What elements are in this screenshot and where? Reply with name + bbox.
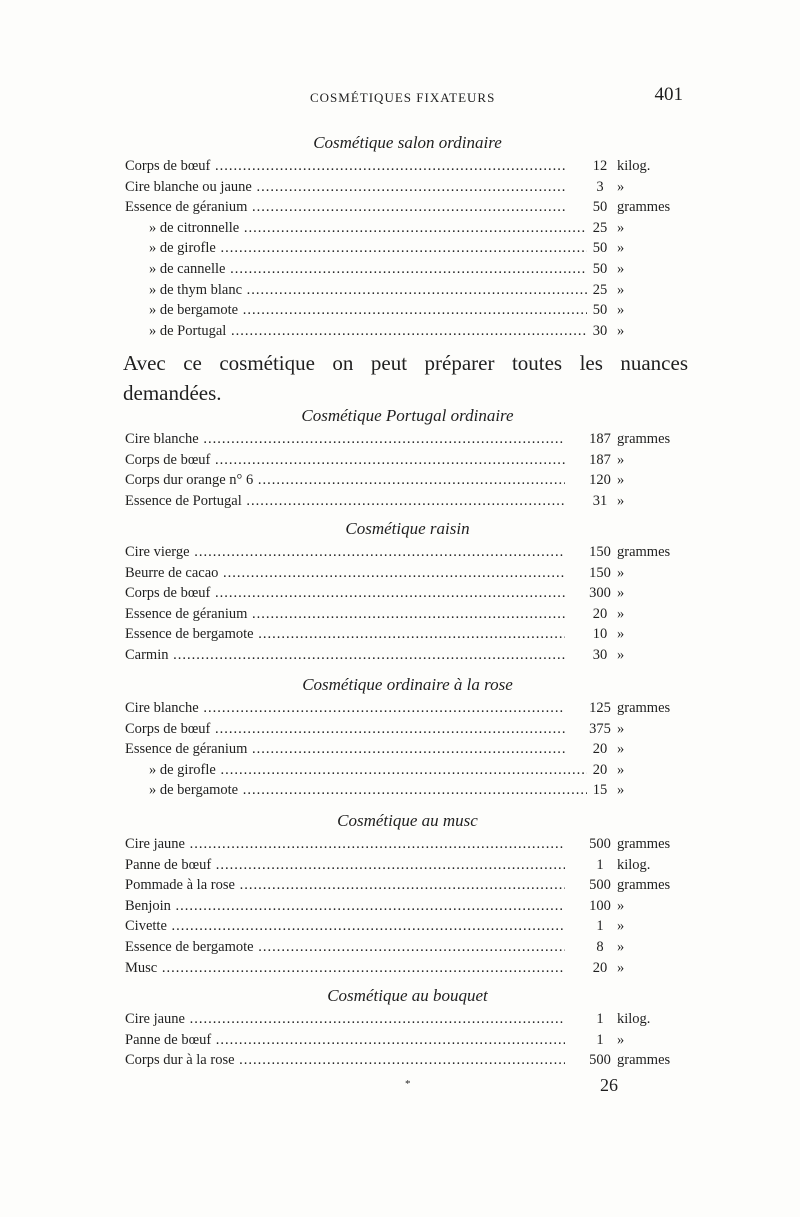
ingredient-name: Civette ..... [125,916,565,937]
ingredient-unit: » [617,720,625,737]
ingredient-row [125,958,690,979]
recipe-title: Cosmétique au bouquet [327,986,488,1005]
ingredient-row [125,875,690,896]
ingredient-qty: 1 [596,918,604,935]
recipe-portugal-ordinaire [125,403,690,511]
ingredient-row [125,429,690,450]
ingredient-row [125,470,690,491]
ingredient-unit: grammes [617,877,671,894]
ingredient-unit: » [617,782,625,799]
ingredient-unit: » [617,585,625,602]
ingredient-row [125,450,690,471]
running-title: COSMÉTIQUES FIXATEURS [310,90,496,105]
ingredient-unit: » [617,938,625,955]
ingredient-row [125,624,690,645]
ingredient-qty: 500 [589,1052,611,1069]
ingredient-unit: kilog. [617,856,651,873]
ingredient-qty: 8 [596,938,604,955]
ingredient-qty: 25 [592,281,608,298]
ingredient-unit: » [617,219,625,236]
ingredient-unit: grammes [617,199,671,216]
ingredient-row [125,855,690,876]
ingredient-row [125,780,690,801]
ingredient-qty: 150 [589,564,611,581]
ingredient-qty: 12 [592,158,608,174]
ingredient-qty: 10 [592,626,608,643]
ingredient-name: Cire blanche ..... [125,429,565,450]
ingredient-row [125,259,690,280]
ingredient-qty: 1 [596,1011,604,1027]
ingredient-name: » de thym blanc ..... [125,280,589,301]
ingredient-unit: » [617,260,625,277]
ingredient-qty: 150 [589,544,611,560]
ingredient-qty: 20 [592,605,608,622]
ingredient-name: Corps de bœuf ..... [125,156,565,177]
recipe-ordinaire-rose [125,672,690,801]
ingredient-qty: 20 [592,959,608,976]
ingredient-unit: » [617,918,625,935]
ingredient-name: Beurre de cacao ..... [125,563,565,584]
ingredient-unit: kilog. [617,1011,651,1027]
ingredient-name: Corps de bœuf ..... [125,719,565,740]
ingredient-row [125,916,690,937]
ingredient-row [125,937,690,958]
ingredient-qty: 3 [596,178,604,195]
page-number: 401 [654,84,683,105]
recipe-bouquet [125,983,690,1071]
ingredient-name: Corps de bœuf ..... [125,450,565,471]
ingredient-name: » de cannelle ..... [125,259,589,280]
ingredient-unit: » [617,564,625,581]
ingredient-qty: 20 [592,761,608,778]
ingredient-qty: 187 [589,451,611,468]
ingredient-qty: 50 [592,240,608,257]
recipe-raisin [125,516,690,666]
ingredient-name: » de girofle ..... [125,238,589,259]
ingredient-name: » de bergamote ..... [125,300,589,321]
ingredient-unit: » [617,741,625,758]
running-head [125,84,685,112]
ingredient-name: Essence de géranium ..... [125,604,565,625]
ingredient-name: » de Portugal ..... [125,321,589,342]
ingredient-row [125,1030,690,1051]
ingredient-qty: 500 [589,836,611,852]
ingredient-row [125,719,690,740]
ingredient-name: Essence de géranium ..... [125,197,565,218]
recipe-title: Cosmétique ordinaire à la rose [302,675,513,694]
ingredient-unit: » [617,626,625,643]
ingredient-row [125,177,690,198]
ingredient-unit: » [617,302,625,319]
ingredient-name: Corps dur orange n° 6 ..... [125,470,565,491]
ingredient-row [125,563,690,584]
ingredient-name: Cire jaune ..... [125,834,565,855]
ingredient-unit: grammes [617,431,671,447]
ingredient-row [125,645,690,666]
ingredient-name: Corps de bœuf ..... [125,583,565,604]
recipe-title: Cosmétique raisin [345,519,470,538]
ingredient-qty: 25 [592,219,608,236]
ingredient-qty: 30 [592,646,608,663]
ingredient-qty: 50 [592,260,608,277]
recipe-title: Cosmétique Portugal ordinaire [301,406,514,425]
ingredient-qty: 100 [589,897,611,914]
body-paragraph: Avec ce cosmétique on peut préparer toutes les nuances demandées. [123,351,688,405]
ingredient-unit: » [617,492,625,509]
ingredient-name: Carmin ..... [125,645,565,666]
ingredient-qty: 120 [589,472,611,489]
ingredient-unit: » [617,897,625,914]
ingredient-qty: 30 [592,322,608,339]
ingredient-name: Benjoin ..... [125,896,565,917]
ingredient-qty: 300 [589,585,611,602]
ingredient-name: Corps dur à la rose ..... [125,1050,565,1071]
ingredient-name: Essence de Portugal ..... [125,491,565,512]
ingredient-row [125,321,690,342]
recipe-musc [125,808,690,978]
ingredient-unit: » [617,1031,625,1048]
ingredient-unit: grammes [617,544,671,560]
ingredient-name: Cire blanche ..... [125,698,565,719]
ingredient-qty: 1 [596,856,604,873]
ingredient-unit: » [617,451,625,468]
ingredient-name: Pommade à la rose ..... [125,875,565,896]
ingredient-unit: kilog. [617,158,651,174]
ingredient-name: Essence de géranium ..... [125,739,565,760]
recipe-title: Cosmétique salon ordinaire [313,133,502,152]
ingredient-name: Panne de bœuf ..... [125,855,565,876]
ingredient-name: Cire jaune ..... [125,1009,565,1030]
ingredient-qty: 125 [589,700,611,716]
ingredient-row [125,218,690,239]
ingredient-row [125,760,690,781]
ingredient-row [125,300,690,321]
ingredient-qty: 20 [592,741,608,758]
ingredient-qty: 375 [589,720,611,737]
ingredient-qty: 1 [596,1031,604,1048]
ingredient-qty: 50 [592,199,608,216]
recipe-title: Cosmétique au musc [337,811,478,830]
ingredient-unit: » [617,959,625,976]
ingredient-qty: 500 [589,877,611,894]
ingredient-name: » de bergamote ..... [125,780,589,801]
ingredient-name: Essence de bergamote ..... [125,624,565,645]
ingredient-row [125,739,690,760]
ingredient-unit: » [617,761,625,778]
footer-mark: * [405,1078,411,1090]
ingredient-row [125,197,690,218]
ingredient-row [125,604,690,625]
ingredient-unit: » [617,605,625,622]
ingredient-unit: » [617,646,625,663]
ingredient-name: Cire blanche ou jaune ..... [125,177,565,198]
ingredient-row [125,491,690,512]
ingredient-unit: grammes [617,1052,671,1069]
ingredient-row [125,280,690,301]
ingredient-unit: » [617,240,625,257]
ingredient-name: Cire vierge ..... [125,542,565,563]
ingredient-qty: 50 [592,302,608,319]
ingredient-row [125,1009,690,1030]
recipe-salon-ordinaire [125,130,690,341]
ingredient-row [125,583,690,604]
ingredient-unit: » [617,322,625,339]
ingredient-unit: grammes [617,836,671,852]
ingredient-name: » de girofle ..... [125,760,589,781]
ingredient-qty: 15 [592,782,608,799]
ingredient-name: Panne de bœuf ..... [125,1030,565,1051]
ingredient-row [125,896,690,917]
ingredient-name: » de citronnelle ..... [125,218,589,239]
ingredient-row [125,542,690,563]
ingredient-unit: » [617,472,625,489]
ingredient-row [125,834,690,855]
ingredient-row [125,1050,690,1071]
ingredient-qty: 31 [592,492,608,509]
ingredient-name: Essence de bergamote ..... [125,937,565,958]
ingredient-row [125,238,690,259]
ingredient-name: Musc ..... [125,958,565,979]
ingredient-row [125,156,690,177]
ingredient-unit: grammes [617,700,671,716]
signature-mark: 26 [600,1075,618,1095]
ingredient-row [125,698,690,719]
ingredient-unit: » [617,178,625,195]
ingredient-qty: 187 [589,431,611,447]
ingredient-unit: » [617,281,625,298]
